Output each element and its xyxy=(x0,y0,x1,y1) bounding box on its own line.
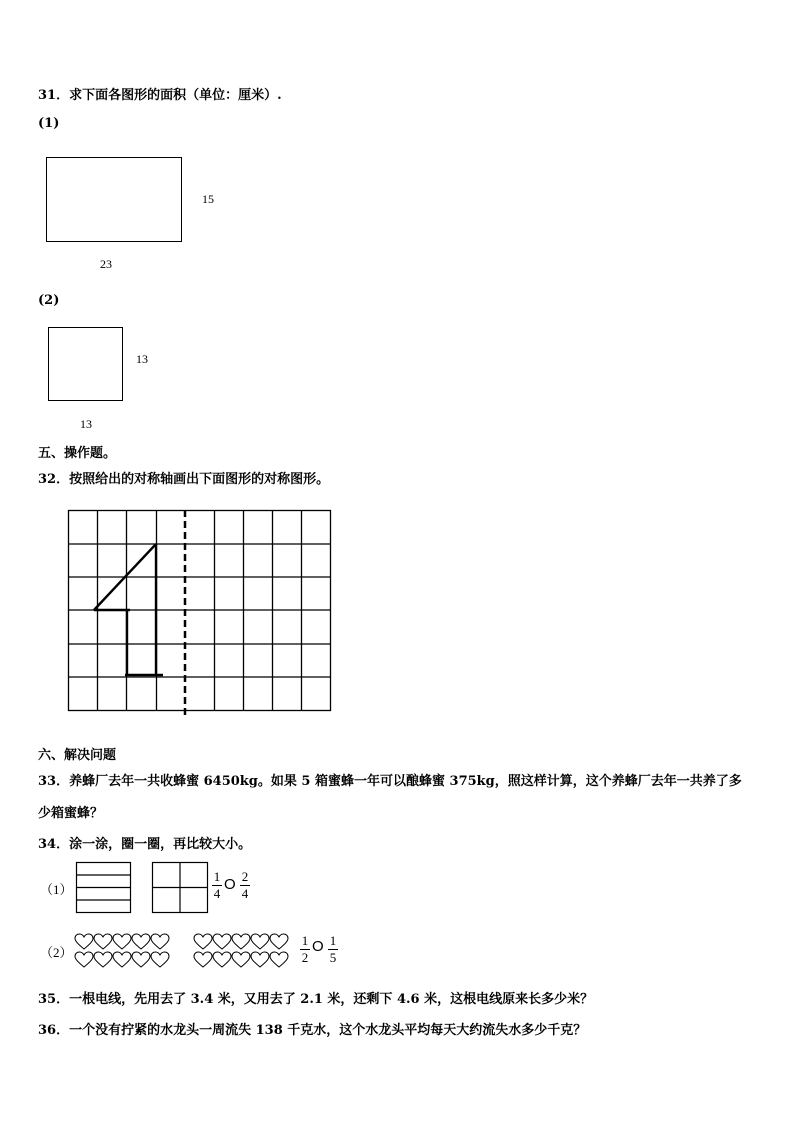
q31-title: 31．求下面各图形的面积（单位：厘米）. xyxy=(38,88,282,103)
square-quarters-figure xyxy=(152,862,209,914)
rectangle-width-label: 23 xyxy=(100,257,112,271)
square-side-label-right: 13 xyxy=(136,352,148,366)
hearts-group-right xyxy=(193,932,293,970)
q33-line1: 33．养蜂厂去年一共收蜂蜜 6450kg。如果 5 箱蜜蜂一年可以酿蜂蜜 375kg，照这样计算，这个养蜂厂去年一共养了多 xyxy=(38,774,742,789)
compare-circle-1[interactable]: O xyxy=(224,876,236,893)
fraction-two-quarters: 2 4 xyxy=(241,869,249,901)
square-side-label-bottom: 13 xyxy=(80,417,92,431)
section-5-heading: 五、操作题。 xyxy=(38,446,117,461)
rectangle-figure xyxy=(46,157,182,242)
fraction-one-half: 1 2 xyxy=(301,933,309,965)
q33-line2: 少箱蜜蜂？ xyxy=(38,806,104,821)
q31-part1-label: (1) xyxy=(38,116,60,131)
q35-text: 35．一根电线，先用去了 3.4 米，又用去了 2.1 米，还剩下 4.6 米，这根电线原来长多少米？ xyxy=(38,992,594,1007)
section-6-heading: 六、解决问题 xyxy=(38,748,117,763)
hearts-group-left xyxy=(74,932,174,970)
q34-title: 34．涂一涂，圈一圈，再比较大小。 xyxy=(38,837,252,852)
fraction-one-fifth: 1 5 xyxy=(329,933,337,965)
q34-part2-label: （2） xyxy=(40,945,73,960)
square-figure xyxy=(48,327,123,401)
q31-part2-label: (2) xyxy=(38,293,60,308)
bar-quarters-figure xyxy=(76,862,132,914)
compare-circle-2[interactable]: O xyxy=(312,938,324,955)
q36-text: 36．一个没有拧紧的水龙头一周流失 138 千克水，这个水龙头平均每天大约流失水多少千克？ xyxy=(38,1023,587,1038)
fraction-one-quarter: 1 4 xyxy=(213,869,221,901)
q32-title: 32．按照给出的对称轴画出下面图形的对称图形。 xyxy=(38,472,330,487)
q34-part1-label: （1） xyxy=(40,882,73,897)
rectangle-height-label: 15 xyxy=(202,192,214,206)
symmetry-grid xyxy=(68,510,332,720)
